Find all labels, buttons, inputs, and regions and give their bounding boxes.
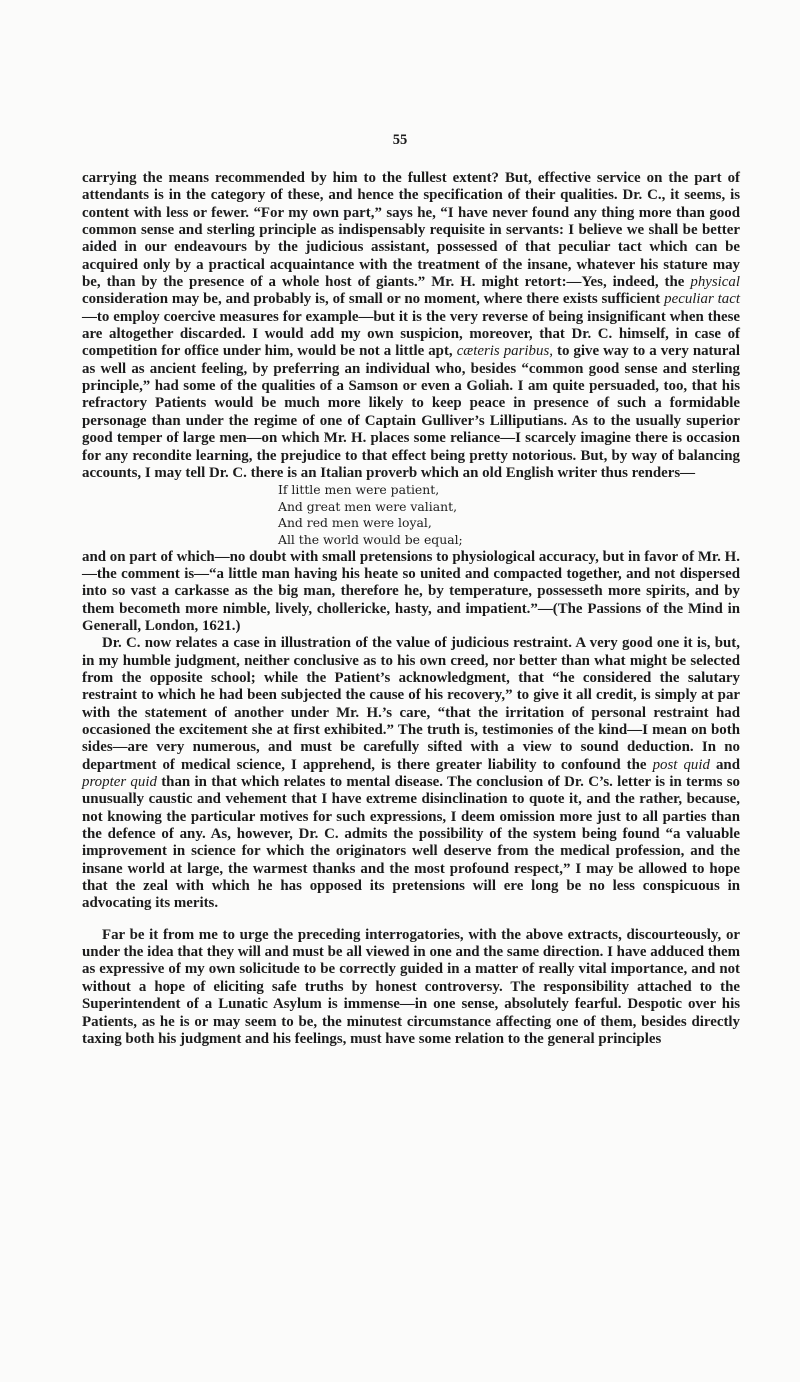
verse-line: And red men were loyal, bbox=[278, 515, 432, 531]
paragraph-gap bbox=[82, 913, 740, 927]
verse-line: If little men were patient, bbox=[278, 482, 440, 498]
paragraph-3: Dr. C. now relates a case in illustration of the value of judicious restraint. A very good one it is, but, in my humble judgment, neither conclusive as to his own creed, nor better than what might be selected from the opposite school; while the Patient’s acknowledgment, that “he considered the salutary restraint to which he had been subjected the cause of his recovery,” to give it all credit, is simply at par with the statement of another under Mr. H.’s care, “that the irritation of personal restraint had occasioned the excitement she at first exhibited.” The truth is, testimonies of the kind—I mean on both sides—are very numerous, and must be carefully sifted with a view to sound deduction. In no department of medical science, I apprehend, is there greater liability to confound the post quid and propter quid than in that which relates to mental disease. The conclusion of Dr. C’s. letter is in terms so unusually caustic and vehement that I have extreme disinclination to quote it, and the rather, because, not knowing the particular motives for such expressions, I deem omission more just to all parties than the defence of any. As, however, Dr. C. admits the possibility of the system being found “a valuable improvement in science for which the originators well deserve from the medical profession, and the insane world at large, the warmest thanks and the most profound respect,” I may be allowed to hope that the zeal with which he has opposed its pretensions will ere long be no less conspicuous in advocating its merits. bbox=[82, 635, 740, 912]
paragraph-1: carrying the means recommended by him to the fullest extent? But, effective service on the part of attendants is in the category of these, and hence the specification of their qualities. Dr. C., it seems, is content with less or fewer. “For my own part,” says he, “I have never found any thing more than good common sense and sterling principle as indispensably requisite in servants: I believe we shall be better aided in our endeavours by the judicious assistant, possessed of that peculiar tact which can be acquired only by a practical acquaintance with the treatment of the insane, whatever his stature may be, than by the presence of a whole host of giants.” Mr. H. might retort:—Yes, indeed, the physical consideration may be, and probably is, of small or no moment, where there exists sufficient peculiar tact—to employ coercive measures for example—but it is the very reverse of being insignificant when these are altogether discarded. I would add my own suspicion, moreover, that Dr. C. himself, in case of competition for office under him, would be not a little apt, cæteris paribus, to give way to a very natural as well as ancient feeling, by preferring an individual who, besides “common good sense and sterling principle,” had some of the qualities of a Samson or even a Goliah. I am quite persuaded, too, that his refractory Patients would be much more likely to keep peace in presence of such a formidable personage than under the regime of one of Captain Gulliver’s Lilliputians. As to the usually superior good temper of large men—on which Mr. H. places some reliance—I scarcely imagine there is occasion for any recondite learning, the prejudice to that effect being pretty notorious. But, by way of balancing accounts, I may tell Dr. C. there is an Italian proverb which an old English writer thus renders— bbox=[82, 170, 740, 481]
paragraph-2: and on part of which—no doubt with small pretensions to physiological accuracy, but in favor of Mr. H.—the comment is—“a little man having his heate so united and compacted together, and not dispersed into so vast a carkasse as the big man, therefore he, by temperature, possesseth more spirits, and by them becometh more nimble, lively, chollericke, hasty, and impatient.”—(The Passions of the Mind in Generall, London, 1621.) bbox=[82, 548, 740, 634]
body-text bbox=[82, 170, 740, 1048]
page-number: 55 bbox=[392, 132, 408, 148]
italian-proverb-verse bbox=[278, 482, 740, 548]
verse-line: And great men were valiant, bbox=[278, 498, 458, 514]
verse-line: All the world would be equal; bbox=[278, 531, 463, 547]
paragraph-4: Far be it from me to urge the preceding interrogatories, with the above extracts, discourteously, or under the idea that they will and must be all viewed in one and the same direction. I have adduced them as expressive of my own solicitude to be correctly guided in a matter of really vital importance, and not without a hope of eliciting safe truths by honest controversy. The responsibility attached to the Superintendent of a Lunatic Asylum is immense—in one sense, absolutely fearful. Despotic over his Patients, as he is or may seem to be, the minutest circumstance affecting one of them, besides directly taxing both his judgment and his feelings, must have some relation to the general principles bbox=[82, 926, 740, 1047]
